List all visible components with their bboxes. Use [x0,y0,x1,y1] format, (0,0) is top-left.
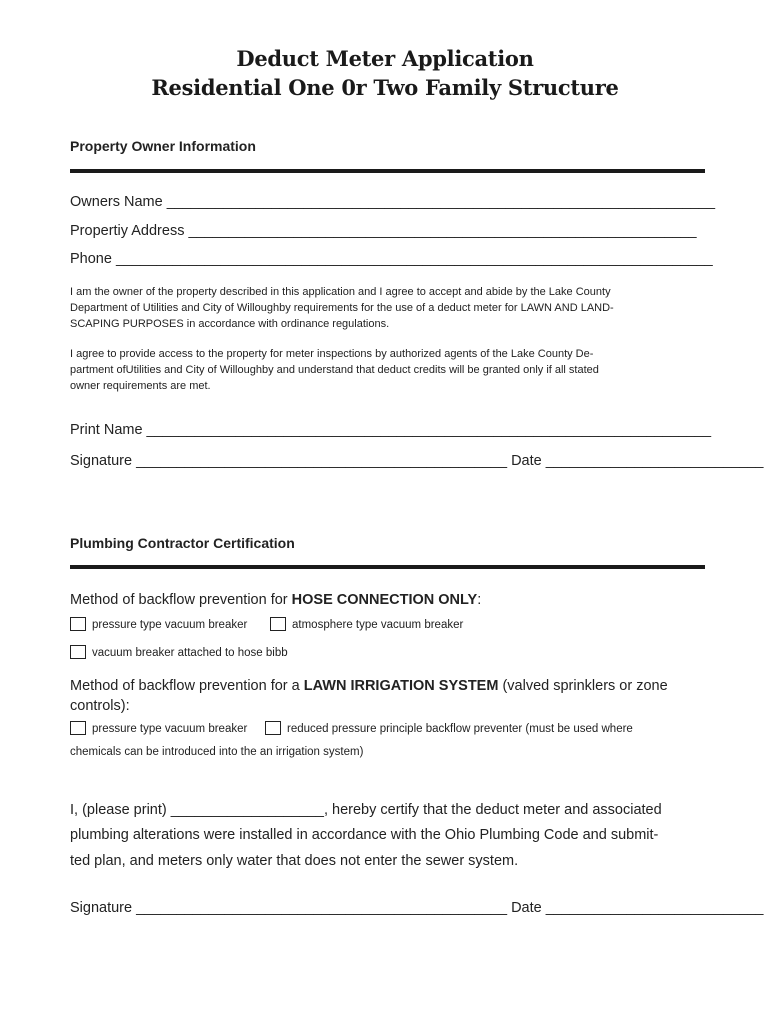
option-label: vacuum breaker attached to hose bibb [92,647,288,659]
paragraph-line: owner requirements are met. [70,380,211,392]
paragraph-line: I am the owner of the property described in this application and I agree to accept and abide by the Lake County [70,286,611,298]
checkbox[interactable] [270,617,286,631]
owners-name-field[interactable]: Owners Name ____________________________________________________________________ [70,194,716,210]
checkbox[interactable] [70,721,86,735]
print-name-field[interactable]: Print Name ______________________________________________________________________ [70,422,712,438]
checkbox[interactable] [70,617,86,631]
paragraph-line: Department of Utilities and City of Willoughby requirements for the use of a deduct meter for LAWN AND LAND- [70,302,614,314]
plumbing-section-heading: Plumbing Contractor Certification [70,535,295,551]
page-title: Deduct Meter Application [236,46,534,71]
lawn-irrigation-label-cont: controls): [70,698,130,714]
hose-connection-label [70,592,481,608]
page-subtitle: Residential One 0r Two Family Structure [151,75,619,100]
hose-label-bold: HOSE CONNECTION ONLY [291,592,478,608]
hose-option-atmosphere-vacuum[interactable] [270,617,463,631]
owner-agreement-paragraph [70,284,706,332]
owner-section-heading: Property Owner Information [70,138,256,154]
lawn-option-pressure-vacuum[interactable] [70,721,247,735]
option-label: pressure type vacuum breaker [92,723,248,735]
lawn-label-suffix: (valved sprinklers or zone [498,678,668,694]
plumbing-section-divider [70,565,705,569]
certification-line-3: ted plan, and meters only water that does not enter the sewer system. [70,853,519,869]
paragraph-line: I agree to provide access to the property for meter inspections by authorized agents of the Lake County De- [70,348,594,360]
lawn-irrigation-label [70,678,668,694]
option-label: atmosphere type vacuum breaker [292,619,464,631]
owner-section-divider [70,169,705,173]
hose-option-pressure-vacuum[interactable] [70,617,247,631]
checkbox[interactable] [70,645,86,659]
contractor-signature-date-field[interactable]: Signature ______________________________________________ Date ___________________________ [70,900,764,916]
certification-line-1[interactable]: I, (please print) ___________________, hereby certify that the deduct meter and associated [70,802,662,818]
lawn-label-prefix: Method of backflow prevention for a [70,678,304,694]
hose-option-hose-bibb[interactable] [70,645,288,659]
hose-label-prefix: Method of backflow prevention for [70,592,292,608]
paragraph-line: partment ofUtilities and City of Willoughby and understand that deduct credits will be granted only if all stated [70,364,599,376]
option-label: pressure type vacuum breaker [92,619,248,631]
certification-line-2: plumbing alterations were installed in accordance with the Ohio Plumbing Code and submit- [70,827,659,843]
phone-field[interactable]: Phone __________________________________________________________________________ [70,251,713,267]
lawn-option-note: chemicals can be introduced into the an irrigation system) [70,746,364,758]
lawn-option-reduced-pressure[interactable] [265,721,633,735]
paragraph-line: SCAPING PURPOSES in accordance with ordinance regulations. [70,318,390,330]
checkbox[interactable] [265,721,281,735]
owner-signature-date-field[interactable]: Signature ______________________________________________ Date ___________________________ [70,453,764,469]
lawn-label-bold: LAWN IRRIGATION SYSTEM [303,678,499,694]
property-address-field[interactable]: Propertiy Address _______________________________________________________________ [70,223,697,239]
access-agreement-paragraph [70,346,706,394]
option-label: reduced pressure principle backflow preventer (must be used where [287,723,633,735]
hose-label-suffix: : [477,592,482,608]
